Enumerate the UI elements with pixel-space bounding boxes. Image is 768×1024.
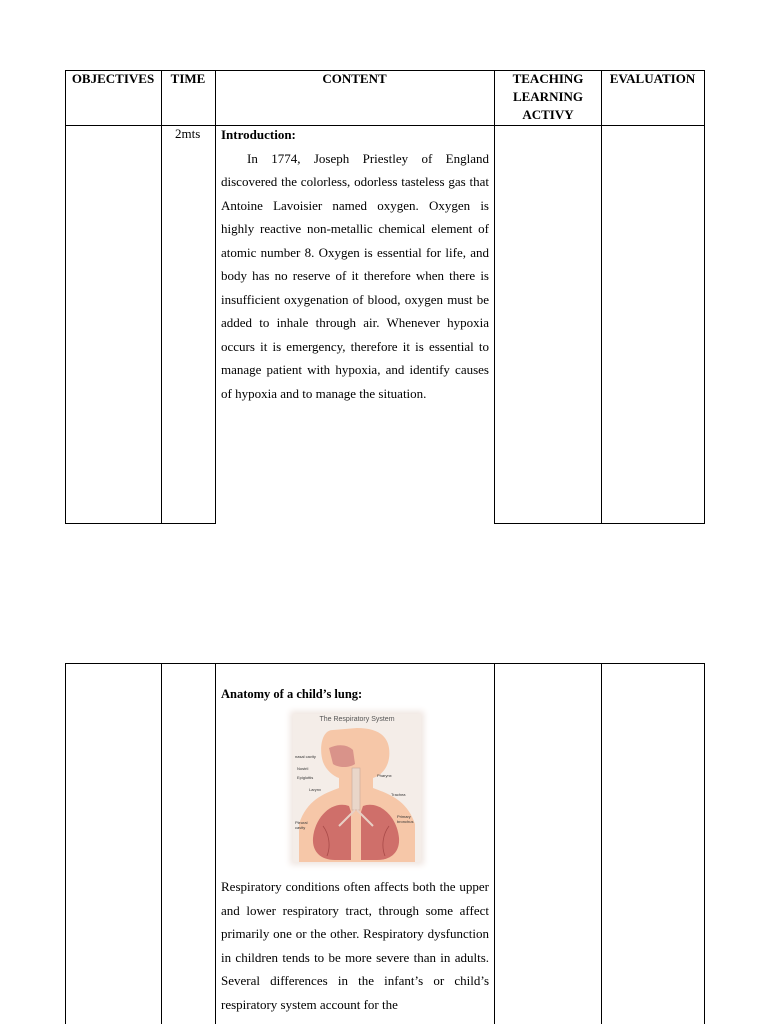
lesson-table-2 (65, 663, 705, 1024)
label-trachea: Trachea (391, 792, 406, 797)
intro-paragraph: In 1774, Joseph Priestley of England discovered the colorless, odorless tasteless gas that Antoine Lavoisier named oxygen. Oxygen is highly reactive non-metallic chemical element of atomic number 8. Oxygen is essential for life, and body has no reserve of it therefore when there is insufficient oxygenation of blood, oxygen must be added to inhale through air. Whenever hypoxia occurs it is emergency, therefore it is essential to manage patient with hypoxia, and identify causes of hypoxia and to manage the situation. (221, 150, 489, 401)
header-time: TIME (170, 71, 206, 86)
label-larynx: Larynx (309, 787, 322, 792)
label-pleural-cavity: Pleural cavity (295, 820, 308, 830)
intro-content (221, 123, 489, 405)
respiratory-paragraph: Respiratory conditions often affects both the upper and lower respiratory tract, through some affect primarily one or the other. Respiratory dysfunction in children tends to be more severe than in adults. Several differences in the infant’s or child’s respiratory system account for the (221, 879, 489, 1012)
label-nostril: Nostril (297, 766, 309, 771)
header-objectives: OBJECTIVES (71, 71, 155, 86)
label-pharynx: Pharynx (377, 773, 392, 778)
label-nasal-cavity: nasal cavity (295, 754, 316, 759)
respiratory-system-figure (293, 714, 421, 862)
lesson-table-1 (65, 70, 705, 524)
figure-title: The Respiratory System (319, 716, 395, 723)
header-evaluation: EVALUATION (609, 71, 696, 86)
time-value: 2mts (175, 126, 201, 141)
intro-title: Introduction: (221, 127, 296, 142)
header-teaching-learning-activity: TEACHING LEARNING ACTIVY (512, 71, 584, 122)
header-content: CONTENT (322, 71, 387, 86)
label-epiglottis: Epiglottis (297, 775, 314, 780)
label-primary-bronchus: Primary bronchus (397, 814, 414, 824)
anatomy-title: Anatomy of a child’s lung: (221, 687, 363, 701)
